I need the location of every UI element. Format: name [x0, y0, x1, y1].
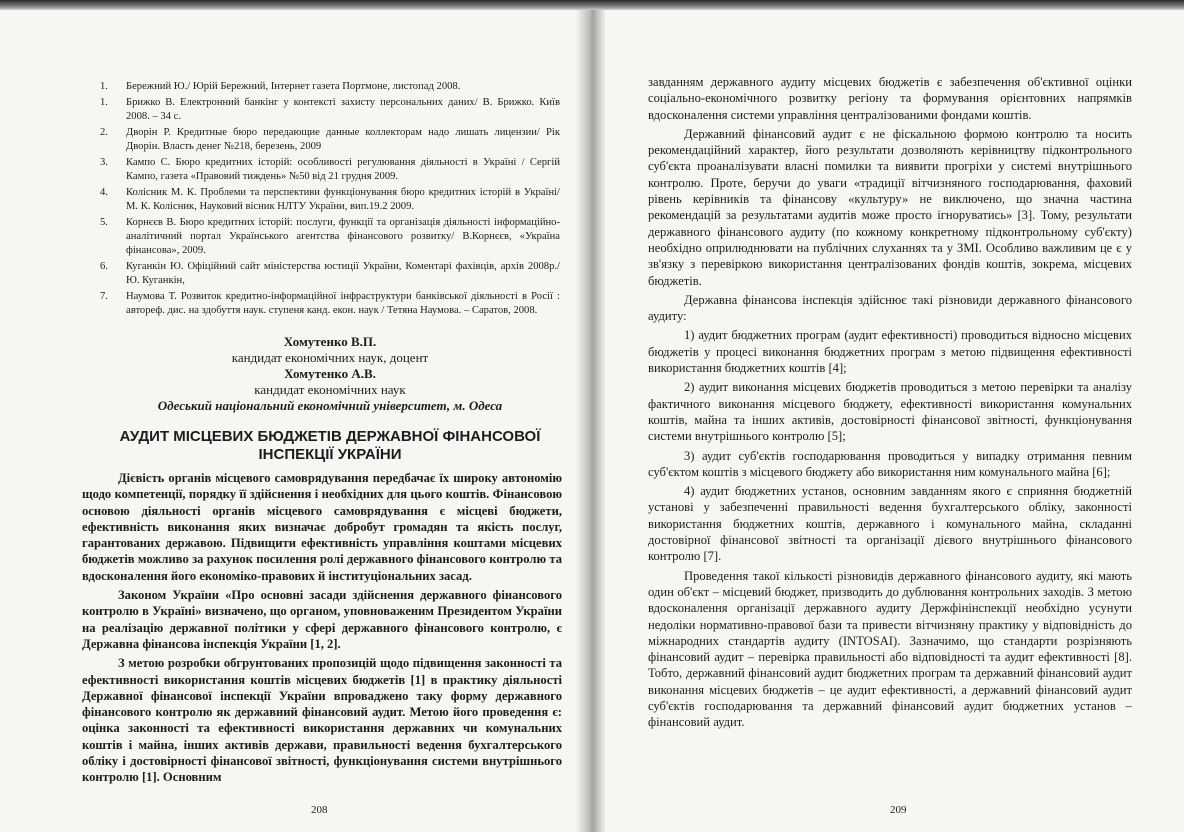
body-paragraph: Проведення такої кількості різновидів державного фінансового аудиту, які мають один об'єкт – місцевий бюджет, призводить до дублювання контрольних заходів. З метою вдосконалення організації державного аудиту Держфінінспекції необхідно усунути недоліки нормативно-правової бази та привести вітчизняну практику у відповідність до міжнародних стандартів аудиту (INTOSAI). Зазначимо, що стандарти розрізняють фінансовий аудит – перевірка правильності або відповідності та аудит ефективності [8]. Тобто, державний фінансовий аудит бюджетних програм та державний фінансовий аудит виконання місцевих бюджетів – це аудит ефективності, а державний фінансовий аудит суб'єктів господарювання та державний фінансовий аудит бюджетних установ – фінансовий аудит. — [648, 568, 1132, 730]
reference-item — [100, 80, 560, 94]
author-2-name: Хомутенко А.В. — [284, 366, 376, 381]
page-number-right: 209 — [890, 804, 907, 816]
right-page-body — [648, 74, 1132, 734]
reference-item — [100, 156, 560, 184]
reference-number: 3. — [100, 157, 108, 168]
book-gutter-shadow — [576, 10, 606, 832]
list-item: 2) аудит виконання місцевих бюджетів проводиться з метою перевірки та аналізу фактичного виконання місцевого бюджету, ефективності використання комунальних коштів, майна та інших активів, достовірності фінансової звітності, функціонування системи внутрішнього контролю [5]; — [648, 380, 1132, 444]
reference-number: 1. — [100, 81, 108, 92]
author-1-name: Хомутенко В.П. — [283, 334, 377, 349]
reference-text: Корнєєв В. Бюро кредитних історій: послуги, функції та організація діяльності інформаційно-аналітичний портал Українського агентства фінансового розвитку/ В.Корнєєв, «Україна фінансова», 2009. — [126, 217, 560, 256]
affiliation: Одеський національний економічний університет, м. Одеса — [157, 398, 503, 413]
reference-list — [100, 80, 560, 320]
reference-item — [100, 290, 560, 318]
list-item: 4) аудит бюджетних установ, основним завданням якого є сприяння бюджетній установі у забезпеченні правильності ведення бухгалтерського обліку, законності використання бюджетних коштів, державного і комунального майна, складанні достовірної фінансової звітності та організації дієвого внутрішнього фінансового контролю [7]. — [648, 484, 1132, 564]
reference-number: 6. — [100, 261, 108, 272]
article-title: АУДИТ МІСЦЕВИХ БЮДЖЕТІВ ДЕРЖАВНОЇ ФІНАНСОВОЇ ІНСПЕКЦІЇ УКРАЇНИ — [119, 428, 541, 463]
reference-text: Дворін Р. Кредитные бюро передающие данные коллекторам надо лишать лицензии/ Рік Дворін. Власть денег №218, березень, 2009 — [126, 127, 560, 152]
list-item: 1) аудит бюджетних програм (аудит ефективності) проводиться відносно місцевих бюджетів у процесі виконання бюджетних програм з метою підвищення ефективності використання бюджетних коштів [4]; — [648, 328, 1132, 376]
left-page-body — [82, 470, 562, 789]
reference-number: 4. — [100, 187, 108, 198]
left-page — [0, 10, 590, 832]
reference-text: Куганкін Ю. Офіційний сайт міністерства юстиції України, Коментарі фахівців, архів 2008р./ Ю. Куганкін, — [126, 261, 560, 286]
list-item: 3) аудит суб'єктів господарювання проводиться у випадку отримання певним суб'єктом коштів з місцевого бюджету або використання ним комунального майна [6]; — [648, 448, 1132, 479]
author-2-degree: кандидат економічних наук — [254, 382, 406, 397]
reference-item — [100, 96, 560, 124]
scan-top-edge — [0, 0, 1184, 10]
reference-item — [100, 186, 560, 214]
reference-item — [100, 260, 560, 288]
body-paragraph: З метою розробки обгрунтованих пропозицій щодо підвищення законності та ефективності використання коштів місцевих бюджетів [1] в практику діяльності Державної фінансової інспекції України впроваджено таку форму державного фінансового контролю як державний фінансовий аудит. Метою його проведення є: оцінка законності та ефективності використання державних чи комунальних коштів і майна, інших активів держави, правильності ведення бухгалтерського обліку і достовірності фінансової звітності, функціонування системи внутрішнього контролю [1]. Основним — [82, 656, 562, 785]
body-paragraph: завданням державного аудиту місцевих бюджетів є забезпечення об'єктивної оцінки соціально-економічного розвитку регіону та формування орієнтовних напрямків вдосконалення системи управління централізованими фондами коштів. — [648, 75, 1132, 122]
reference-text: Колісник М. К. Проблеми та перспективи функціонування бюро кредитних історій в Україні/ М. К. Колісник, Науковий вісник НЛТУ України, вип.19.2 2009. — [126, 187, 560, 212]
body-paragraph: Законом України «Про основні засади здійснення державного фінансового контролю в Україні» визначено, що органом, уповноваженим Президентом України на реалізацію державної політики у сфері державного фінансового контролю, є Державна фінансова інспекція України [1, 2]. — [82, 588, 562, 651]
reference-number: 7. — [100, 291, 108, 302]
reference-item — [100, 216, 560, 258]
body-paragraph: Державна фінансова інспекція здійснює такі різновиди державного фінансового аудиту: — [648, 292, 1132, 324]
reference-number: 2. — [100, 127, 108, 138]
body-paragraph: Державний фінансовий аудит є не фіскальною формою контролю та носить рекомендаційний характер, його результати дозволяють керівництву підконтрольного суб'єкта проаналізувати власні помилки та виявити прогріхи у системі внутрішнього контролю. Проте, беручи до уваги «традиції вітчизняного господарювання, фаховий рівень керівників та фінансову «культуру» не виключено, що значна частина рекомендацій за результатами аудитів може просто ігноруватись» [3]. Тому, результати державного фінансового аудиту (по кожному конкретному підконтрольному суб'єкту) необхідно оприлюднювати на публічних слуханнях та у ЗМІ. Особливо важливим це є у зв'язку з перевіркою використання централізованих фондів коштів, зокрема, місцевих бюджетів. — [648, 126, 1132, 288]
reference-text: Наумова Т. Розвиток кредитно-інформаційної інфраструктури банківської діяльності в Росії : автореф. дис. на здобуття наук. ступеня канд. екон. наук / Тетяна Наумова. – Саратов, 2008. — [126, 291, 560, 316]
author-1-degree: кандидат економічних наук, доцент — [231, 350, 429, 365]
reference-text: Бережний Ю./ Юрій Бережний, Інтернет газета Портмоне, листопад 2008. — [126, 81, 461, 92]
reference-text: Брижко В. Електронний банкінг у контексті захисту персональних даних/ В. Брижко. Київ 2008. – 34 с. — [126, 97, 560, 122]
reference-number: 1. — [100, 97, 108, 108]
reference-number: 5. — [100, 217, 108, 228]
author-block — [100, 334, 560, 414]
reference-text: Кампо С. Бюро кредитних історій: особливості регулювання діяльності в Україні / Сергій Кампо, газета «Правовий тиждень» №50 від 21 грудня 2009. — [126, 157, 560, 182]
reference-item — [100, 126, 560, 154]
page-number-left: 208 — [311, 804, 328, 816]
body-paragraph: Дієвість органів місцевого самоврядування передбачає їх широку автономію щодо компетенції, порядку її здійснення і необхідних для цього коштів. Фінансовою основою діяльності органів місцевого самоврядування є місцеві бюджети, ефективність виконання яких визначає добробут громадян та якість послуг, гарантованих державою. Підвищити ефективність управління коштами місцевих бюджетів можливо за рахунок посилення ролі державного фінансового контролю та вдосконалення його економіко-правових й інституціональних засад. — [82, 471, 562, 583]
